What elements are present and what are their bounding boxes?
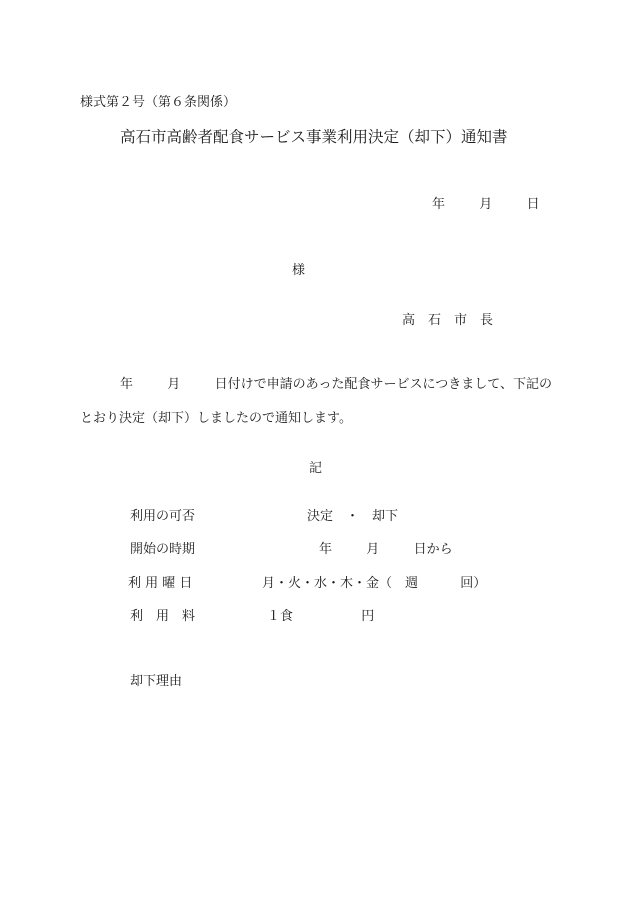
days-value	[262, 577, 486, 590]
ki-heading: 記	[309, 461, 323, 476]
body-rest: 日付けで申請のあった配食サービスにつきまして、下記の	[214, 377, 552, 392]
issue-date-day: 日	[526, 197, 540, 212]
rejection-reason-label: 却下理由	[130, 674, 183, 689]
body-line-2: とおり決定（却下）しましたので通知します。	[80, 411, 352, 426]
recipient-suffix: 様	[292, 263, 306, 278]
document-title: 高石市高齢者配食サービス事業利用決定（却下）通知書	[120, 128, 508, 146]
start-label: 開始の時期	[130, 542, 196, 557]
fee-value	[267, 610, 374, 623]
issue-date	[432, 198, 540, 211]
issue-date-month: 月	[479, 197, 493, 212]
fee-unit: 円	[361, 609, 375, 624]
days-times: 回）	[460, 576, 487, 591]
body-line-1	[120, 378, 552, 391]
start-year: 年	[319, 542, 333, 557]
issue-date-year: 年	[432, 197, 446, 212]
fee-label: 利 用 料	[130, 609, 196, 624]
fee-per-meal: １食	[267, 609, 294, 624]
form-number: 様式第２号（第６条関係）	[80, 95, 237, 110]
days-weekdays: 月・火・水・木・金（ 週	[262, 576, 419, 591]
body-month: 月	[167, 377, 181, 392]
sender-name: 高 石 市 長	[402, 313, 494, 328]
approval-label: 利用の可否	[130, 509, 196, 524]
start-month: 月	[366, 542, 380, 557]
approval-value: 決定 ・ 却下	[307, 509, 399, 524]
body-year: 年	[120, 377, 134, 392]
start-value	[319, 543, 453, 556]
days-label: 利 用 曜 日	[128, 576, 193, 591]
start-day: 日から	[413, 542, 453, 557]
